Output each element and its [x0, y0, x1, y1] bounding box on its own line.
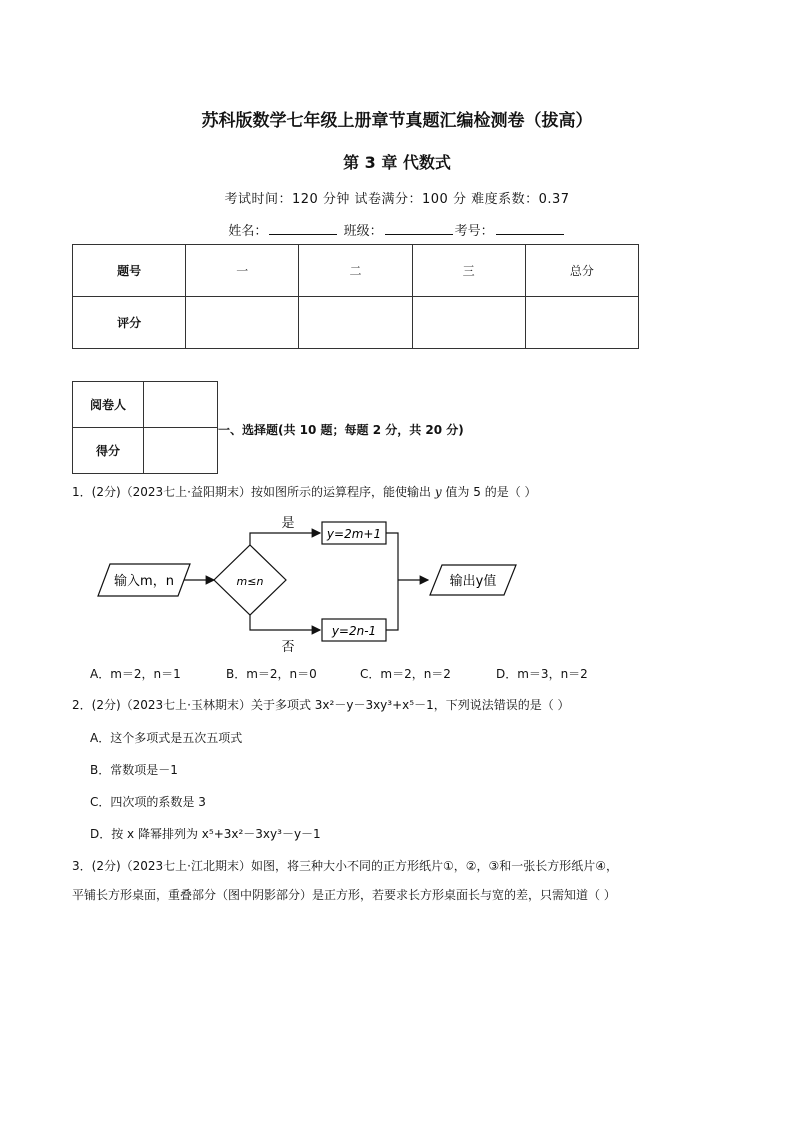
q1-option-a[interactable]: A．m＝2，n＝1	[90, 667, 181, 681]
exam-meta: 考试时间：120 分钟 试卷满分：100 分 难度系数：0.37	[224, 192, 570, 207]
question-3-stem-line-2: 平铺长方形桌面，重叠部分（图中阴影部分）是正方形，若要求长方形桌面长与宽的差，只需知道（ ）	[72, 888, 616, 902]
section-title: 一、选择题(共 10 题；每题 2 分，共 20 分)	[218, 423, 464, 437]
score-table-header-row	[73, 245, 639, 297]
reviewer-blank[interactable]	[144, 382, 218, 428]
score-blank[interactable]	[144, 428, 218, 474]
score-cell-header: 三	[412, 245, 525, 297]
flow-yes-formula: y=2m+1	[326, 527, 382, 541]
score-cell-header: 二	[299, 245, 412, 297]
flow-no-formula: y=2n-1	[331, 624, 377, 638]
flow-output-label: 输出y值	[449, 574, 497, 589]
flow-input-label: 输入m，n	[114, 574, 174, 589]
score-cell-blank[interactable]	[412, 297, 525, 349]
q1-option-c[interactable]: C．m＝2，n＝2	[360, 667, 451, 681]
score-cell-header: 总分	[525, 245, 638, 297]
score-cell-blank[interactable]	[186, 297, 299, 349]
score-cell-blank[interactable]	[525, 297, 638, 349]
q2-option-d[interactable]: D．按 x 降幂排列为 x⁵+3x²－3xy³－y－1	[90, 827, 321, 841]
flow-yes-label: 是	[281, 516, 295, 531]
question-1-text-end: 值为 5 的是（ ）	[441, 485, 537, 499]
score-cell-blank[interactable]	[299, 297, 412, 349]
q2-option-a[interactable]: A．这个多项式是五次五项式	[90, 731, 243, 745]
reviewer-label: 阅卷人	[73, 382, 144, 428]
question-1-text: 1．(2分)（2023七上·益阳期末）按如图所示的运算程序，能使输出	[72, 485, 431, 499]
q2-option-b[interactable]: B．常数项是－1	[90, 763, 178, 777]
score-label: 得分	[73, 428, 144, 474]
score-cell-header: 题号	[73, 245, 186, 297]
question-2-stem: 2．(2分)（2023七上·玉林期末）关于多项式 3x²－y－3xy³+x⁵－1，下列说法错误的是（ ）	[72, 698, 570, 712]
score-row-label: 评分	[73, 297, 186, 349]
name-blank[interactable]	[269, 221, 337, 235]
question-3-stem-line-1: 3．(2分)（2023七上·江北期末）如图，将三种大小不同的正方形纸片①，②，③和一张长方形纸片④，	[72, 859, 619, 873]
score-table-score-row	[73, 297, 639, 349]
number-label: 考号：	[454, 224, 494, 239]
flow-no-arrow	[250, 615, 320, 630]
student-info-line	[0, 220, 794, 239]
flow-condition-label: m≤n	[236, 575, 264, 588]
question-1-stem	[72, 483, 537, 501]
class-label: 班级：	[343, 224, 383, 239]
flow-merge-line	[386, 533, 398, 630]
score-cell-header: 一	[186, 245, 299, 297]
class-blank[interactable]	[385, 221, 453, 235]
variable-y: y	[434, 485, 442, 499]
flow-no-label: 否	[281, 640, 295, 655]
flow-yes-arrow	[250, 533, 320, 545]
exam-title: 苏科版数学七年级上册章节真题汇编检测卷（拔高）	[201, 111, 593, 131]
q2-option-c[interactable]: C．四次项的系数是 3	[90, 795, 206, 809]
number-blank[interactable]	[496, 221, 564, 235]
q1-option-b[interactable]: B．m＝2，n＝0	[226, 667, 317, 681]
grader-box	[72, 381, 218, 474]
flowchart	[90, 508, 530, 658]
score-table	[72, 244, 639, 349]
chapter-title: 第 3 章 代数式	[343, 153, 451, 172]
q1-option-d[interactable]: D．m＝3，n＝2	[496, 667, 588, 681]
name-label: 姓名：	[228, 224, 268, 239]
